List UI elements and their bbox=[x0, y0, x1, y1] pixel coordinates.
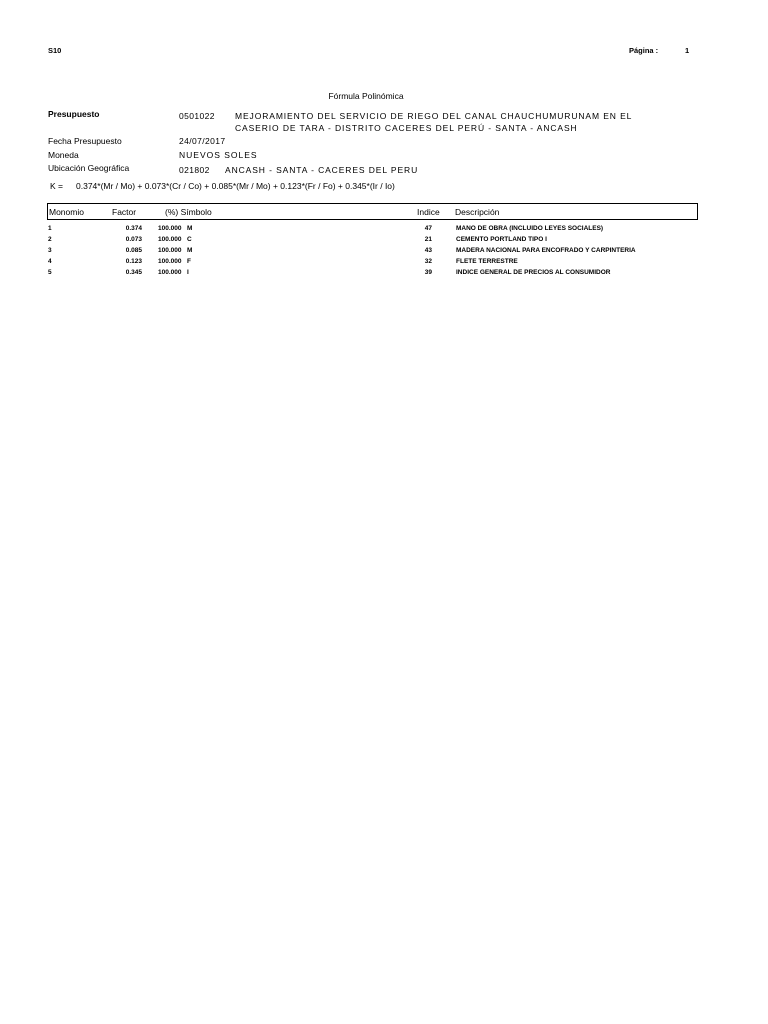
percent-cell: 100.000 bbox=[158, 269, 182, 276]
symbol-cell: I bbox=[187, 269, 189, 276]
page-number: 1 bbox=[685, 46, 690, 55]
budget-description-line1: MEJORAMIENTO DEL SERVICIO DE RIEGO DEL CANAL CHAUCHUMURUNAM EN EL bbox=[235, 111, 633, 121]
monomio-cell: 5 bbox=[48, 269, 52, 276]
symbol-cell: F bbox=[187, 258, 191, 265]
header-pct-symbol: (%) Símbolo bbox=[165, 207, 212, 217]
symbol-cell: M bbox=[187, 225, 193, 232]
header-descripcion: Descripción bbox=[455, 207, 500, 217]
percent-cell: 100.000 bbox=[158, 258, 182, 265]
monomio-cell: 1 bbox=[48, 225, 52, 232]
monomio-cell: 4 bbox=[48, 258, 52, 265]
table-row bbox=[0, 269, 768, 280]
factor-cell: 0.085 bbox=[125, 247, 142, 254]
indice-cell: 43 bbox=[424, 247, 432, 254]
indice-cell: 39 bbox=[424, 269, 432, 276]
currency-label: Moneda bbox=[48, 150, 79, 160]
header-factor: Factor bbox=[112, 207, 137, 217]
symbol-cell: M bbox=[187, 247, 193, 254]
location-code: 021802 bbox=[179, 165, 210, 175]
factor-cell: 0.345 bbox=[125, 269, 142, 276]
formula-prefix: K = bbox=[50, 181, 63, 191]
system-label: S10 bbox=[48, 46, 62, 55]
description-cell: INDICE GENERAL DE PRECIOS AL CONSUMIDOR bbox=[456, 269, 611, 276]
budget-code: 0501022 bbox=[179, 111, 215, 121]
table-header bbox=[47, 203, 698, 220]
percent-cell: 100.000 bbox=[158, 236, 182, 243]
table-row bbox=[0, 247, 768, 258]
symbol-cell: C bbox=[187, 236, 192, 243]
monomio-cell: 3 bbox=[48, 247, 52, 254]
budget-label: Presupuesto bbox=[48, 109, 100, 119]
table-row bbox=[0, 236, 768, 247]
percent-cell: 100.000 bbox=[158, 225, 182, 232]
header-monomio: Monomio bbox=[49, 207, 84, 217]
description-cell: FLETE TERRESTRE bbox=[456, 258, 518, 265]
table-row bbox=[0, 225, 768, 236]
indice-cell: 32 bbox=[424, 258, 432, 265]
table-row bbox=[0, 258, 768, 269]
currency-value: NUEVOS SOLES bbox=[179, 150, 258, 160]
page-title: Fórmula Polinómica bbox=[328, 91, 404, 101]
date-label: Fecha Presupuesto bbox=[48, 136, 122, 146]
factor-cell: 0.374 bbox=[125, 225, 142, 232]
percent-cell: 100.000 bbox=[158, 247, 182, 254]
location-value: ANCASH - SANTA - CACERES DEL PERU bbox=[225, 165, 419, 175]
header-indice: Indice bbox=[417, 207, 440, 217]
budget-description-line2: CASERIO DE TARA - DISTRITO CACERES DEL PERÚ - SANTA - ANCASH bbox=[235, 123, 578, 133]
description-cell: CEMENTO PORTLAND TIPO I bbox=[456, 236, 547, 243]
description-cell: MADERA NACIONAL PARA ENCOFRADO Y CARPINTERIA bbox=[456, 247, 636, 254]
monomio-cell: 2 bbox=[48, 236, 52, 243]
budget-description bbox=[235, 110, 632, 134]
description-cell: MANO DE OBRA (INCLUIDO LEYES SOCIALES) bbox=[456, 225, 604, 232]
indice-cell: 47 bbox=[424, 225, 432, 232]
date-value: 24/07/2017 bbox=[179, 136, 226, 146]
indice-cell: 21 bbox=[424, 236, 432, 243]
factor-cell: 0.073 bbox=[125, 236, 142, 243]
formula bbox=[50, 181, 395, 191]
page-label: Página : bbox=[629, 46, 659, 55]
factor-cell: 0.123 bbox=[125, 258, 142, 265]
formula-expression: 0.374*(Mr / Mo) + 0.073*(Cr / Co) + 0.085*(Mr / Mo) + 0.123*(Fr / Fo) + 0.345*(Ir / Io) bbox=[76, 181, 395, 191]
location-label: Ubicación Geográfica bbox=[48, 163, 130, 173]
